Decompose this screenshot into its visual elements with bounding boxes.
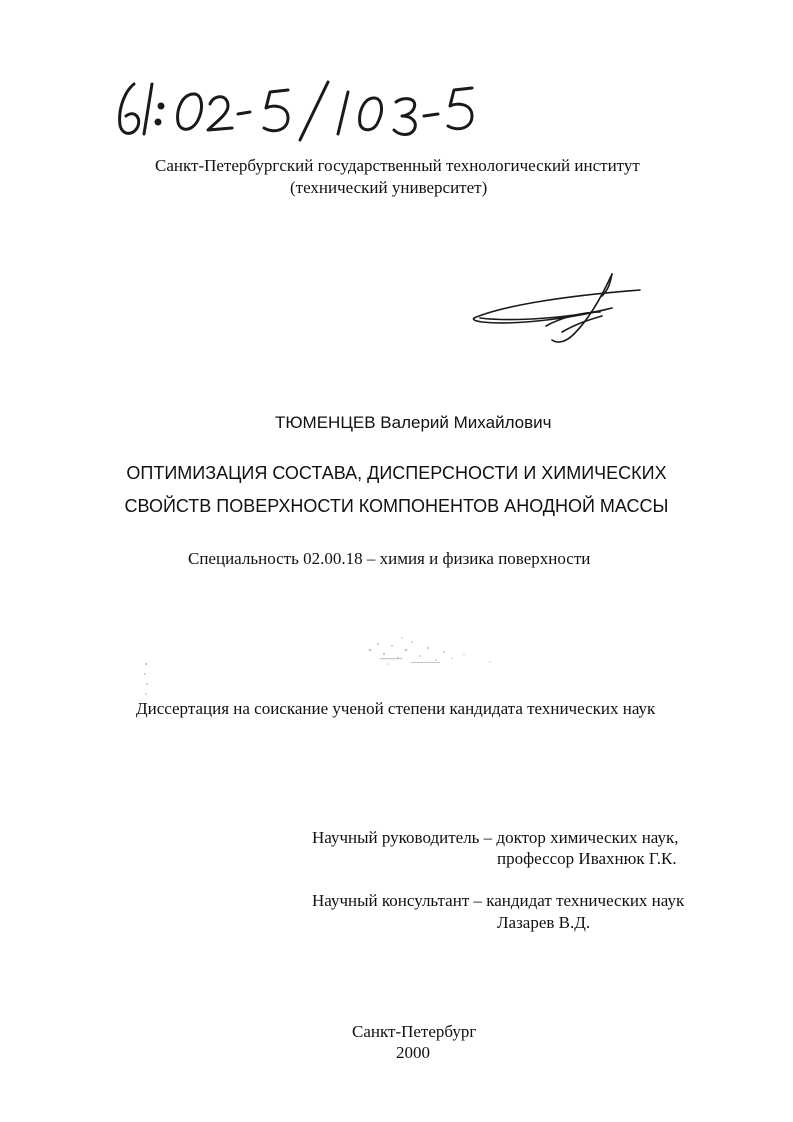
institution-subtitle: (технический университет) [290,178,488,197]
supervisor-line-2: профессор Ивахнюк Г.К. [497,849,677,868]
publication-place: Санкт-Петербург [352,1022,477,1041]
supervisor-line-1: Научный руководитель – доктор химических наук, [312,828,679,847]
author-signature [462,266,652,348]
specialty: Специальность 02.00.18 – химия и физика поверхности [188,549,591,568]
consultant-line-2: Лазарев В.Д. [497,913,591,932]
dissertation-title-line-1: ОПТИМИЗАЦИЯ СОСТАВА, ДИСПЕРСНОСТИ И ХИМИЧЕСКИХ [126,463,667,483]
publication-year: 2000 [396,1043,430,1062]
consultant-line-1: Научный консультант – кандидат технических наук [312,891,685,910]
author-name: ТЮМЕНЦЕВ Валерий Михайлович [275,413,552,432]
archive-code-handwriting [112,70,482,150]
institution-name: Санкт-Петербургский государственный технологический институт [155,156,640,175]
degree-statement: Диссертация на соискание ученой степени кандидата технических наук [136,699,656,718]
dissertation-title-line-2: СВОЙСТВ ПОВЕРХНОСТИ КОМПОНЕНТОВ АНОДНОЙ МАССЫ [124,496,669,516]
margin-scan-dots [140,660,152,700]
scan-smudge [340,628,510,674]
